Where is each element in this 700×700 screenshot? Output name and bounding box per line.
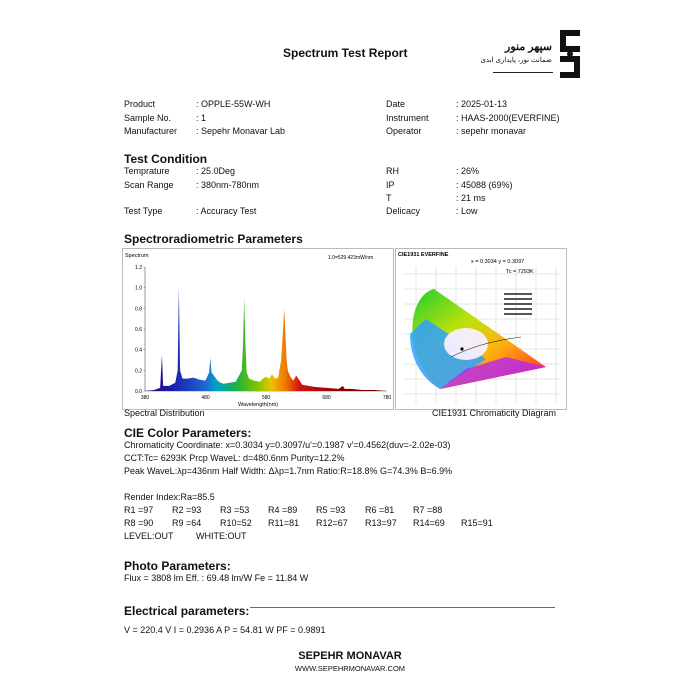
spectrum-x-axis-label: Wavelength(nm) (238, 402, 279, 408)
rh-value: : 26% (456, 166, 480, 176)
render-r14: R14=69 (413, 518, 445, 528)
logo-persian-tagline: ضمانت نور، پایداری ابدی (480, 57, 552, 64)
instrument-value: : HAAS-2000(EVERFINE) (456, 113, 560, 123)
test-type-value: : Accuracy Test (196, 206, 257, 216)
spectrum-x-tick-label: 780 (382, 395, 392, 401)
render-r4: R4 =89 (268, 505, 298, 515)
rh-label: RH (386, 166, 399, 176)
spectrum-y-tick-label: 0.0 (135, 389, 142, 395)
spectrum-peak-note: 1.0=529.423mW/nm (328, 255, 374, 261)
spectro-heading: Spectroradiometric Parameters (124, 232, 303, 246)
footer-company: SEPEHR MONAVAR (298, 650, 402, 662)
spectrum-corner-label: Spectrum (125, 253, 149, 259)
sample-label: Sample No. (124, 113, 172, 123)
ip-label: IP (386, 180, 395, 190)
render-r5: R5 =93 (316, 505, 346, 515)
operator-value: : sepehr monavar (456, 126, 527, 136)
spectrum-y-tick-label: 0.8 (135, 306, 142, 313)
ip-value: : 45088 (69%) (456, 180, 513, 190)
render-r12: R12=67 (316, 518, 348, 528)
render-index-ra: Render Index:Ra=85.5 (124, 492, 215, 502)
logo-persian-name: سپهر منور (505, 41, 552, 53)
spectrum-y-tick-label: 0.2 (135, 368, 142, 375)
photo-params-heading: Photo Parameters: (124, 559, 231, 573)
cie-title: CIE1931 EVERFINE (398, 252, 449, 258)
spectrum-series-area (145, 288, 387, 391)
cie-params-heading: CIE Color Parameters: (124, 426, 252, 440)
peak-wavelength-line: Peak WaveL:λp=436nm Half Width: Δλp=1.7nm Ratio:R=18.8% G=74.3% B=6.9% (124, 466, 453, 476)
cie-diagram-caption: CIE1931 Chromaticity Diagram (432, 408, 557, 418)
render-r10: R10=52 (220, 518, 252, 528)
spectrum-y-tick-label: 0.4 (135, 347, 142, 354)
temperature-value: : 25.0Deg (196, 166, 236, 176)
spectrum-x-tick-label: 680 (322, 395, 331, 401)
spectral-distribution-caption: Spectral Distribution (124, 408, 205, 418)
spectrum-chart (122, 248, 394, 410)
render-r15: R15=91 (461, 518, 493, 528)
spectrum-x-tick-label: 380 (140, 395, 150, 401)
instrument-label: Instrument (386, 113, 429, 123)
cie-legend-labels (504, 293, 532, 315)
manufacturer-label: Manufacturer (124, 126, 178, 136)
render-white: WHITE:OUT (196, 531, 247, 541)
cie-chart (395, 248, 567, 410)
t-value: : 21 ms (456, 193, 486, 203)
footer-url: WWW.SEPEHRMONAVAR.COM (294, 664, 406, 673)
cie-readout: x = 0.3034 y = 0.3097 (471, 259, 525, 265)
render-r1: R1 =97 (124, 505, 154, 515)
render-r3: R3 =53 (220, 505, 250, 515)
scan-range-value: : 380nm-780nm (196, 180, 260, 190)
render-r11: R11=81 (268, 518, 300, 528)
electrical-line: V = 220.4 V I = 0.2936 A P = 54.81 W PF = 0.9891 (124, 625, 326, 635)
temperature-label: Temprature (124, 166, 170, 176)
delicacy-value: : Low (456, 206, 478, 216)
render-r2: R2 =93 (172, 505, 202, 515)
cie-tc: Tc = 7293K (506, 269, 534, 275)
electrical-rule (250, 607, 555, 608)
spectrum-x-tick-label: 580 (261, 395, 271, 401)
chromaticity-line: Chromaticity Coordinate: x=0.3034 y=0.3097/u'=0.1987 v'=0.4562(duv=-2.02e-03) (124, 440, 451, 450)
render-r13: R13=97 (365, 518, 397, 528)
render-r6: R6 =81 (365, 505, 395, 515)
render-r8: R8 =90 (124, 518, 154, 528)
spectrum-x-tick-label: 480 (201, 395, 210, 401)
test-type-label: Test Type (124, 206, 163, 216)
sample-value: : 1 (196, 113, 207, 123)
report-title: Spectrum Test Report (283, 46, 408, 60)
spectrum-y-tick-label: 0.6 (135, 327, 142, 333)
date-label: Date (386, 99, 406, 109)
cct-line: CCT:Tc= 6293K Prcp WaveL: d=480.6nm Purity=12.2% (124, 453, 345, 463)
company-logo (480, 26, 586, 82)
render-r7: R7 =88 (413, 505, 443, 515)
photo-params-line: Flux = 3808 lm Eff. : 69.48 lm/W Fe = 11.84 W (124, 573, 309, 583)
t-label: T (386, 193, 392, 203)
render-level: LEVEL:OUT (124, 531, 174, 541)
spectrum-y-tick-label: 1.2 (135, 265, 142, 271)
date-value: : 2025-01-13 (456, 99, 508, 109)
product-label: Product (124, 99, 156, 109)
scan-range-label: Scan Range (124, 180, 174, 190)
manufacturer-value: : Sepehr Monavar Lab (196, 126, 286, 136)
logo-emblem-icon (554, 26, 586, 82)
render-r9: R9 =64 (172, 518, 202, 528)
spectrum-y-tick-label: 1.0 (135, 285, 142, 292)
operator-label: Operator (386, 126, 422, 136)
delicacy-label: Delicacy (386, 206, 421, 216)
electrical-heading: Electrical parameters: (124, 604, 250, 618)
product-value: : OPPLE-55W-WH (196, 99, 271, 109)
test-condition-heading: Test Condition (124, 152, 208, 166)
cie-measured-point (460, 347, 463, 350)
cie-white-point-region (444, 328, 488, 360)
